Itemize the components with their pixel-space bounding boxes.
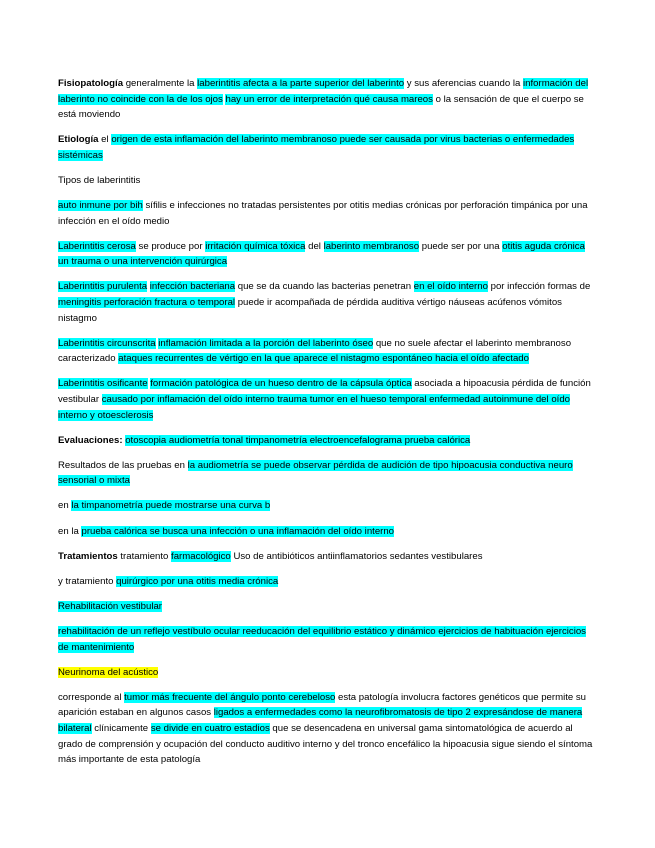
highlighted-text: información del laberinto no coincide con la de los ojos [58, 78, 589, 105]
text-run: que se da cuando las bacterias penetran [235, 281, 414, 293]
bold-heading: Etiología [58, 134, 99, 146]
paragraph [58, 498, 598, 514]
highlighted-text: inflamación limitada a la porción del laberinto óseo [158, 337, 374, 349]
text-run: corresponde al [58, 691, 125, 703]
paragraph [58, 624, 598, 655]
paragraph [58, 173, 598, 189]
text-run: y tratamiento [58, 575, 117, 587]
highlighted-text: farmacológico [171, 550, 231, 562]
highlighted-text: prueba calórica se busca una infección o una inflamación del oído interno [81, 525, 395, 537]
text-run: y sus aferencias cuando la [404, 78, 524, 89]
text-run: Tipos de laberintitis [58, 174, 141, 186]
highlighted-text: rehabilitación de un reflejo vestíbulo ocular reeducación del equilibrio estático y dinámico ejercicios de habituación ejercicios de mantenimiento [58, 625, 586, 653]
highlighted-text: origen de esta inflamación del laberinto membranoso puede ser causada por virus bacterias o enfermedades sistémicas [58, 134, 575, 161]
text-run: o la sensación de que el cuerpo se está moviendo [58, 93, 584, 121]
paragraph [58, 433, 598, 449]
text-run: asociada a hipoacusia pérdida de función vestibular [58, 378, 591, 405]
bold-heading: Tratamientos [58, 550, 118, 562]
paragraph [58, 574, 598, 590]
highlighted-text: Rehabilitación vestibular [58, 600, 162, 612]
text-run: puede ir acompañada de pérdida auditiva vértigo náuseas acúfenos vómitos nistagmo [58, 297, 562, 324]
yellow-highlighted-heading: Neurinoma del acústico [58, 666, 159, 678]
highlighted-text: en el oído interno [413, 281, 488, 293]
text-run: puede ser por una [419, 240, 503, 252]
highlighted-text: Laberintitis cerosa [58, 240, 136, 252]
highlighted-text: Laberintitis purulenta [58, 281, 148, 293]
paragraph [58, 198, 598, 229]
highlighted-text: Laberintitis osificante [58, 378, 148, 390]
paragraph [58, 549, 598, 565]
highlighted-text: infección bacteriana [149, 281, 236, 293]
text-run: se produce por [135, 240, 206, 252]
text-run: Uso de antibióticos antiinflamatorios sedantes vestibulares [230, 550, 483, 562]
highlighted-text: irritación química tóxica [205, 240, 306, 252]
highlighted-text: otitis aguda crónica un trauma o una intervención quirúrgica [58, 240, 585, 268]
highlighted-text: la timpanometría puede mostrarse una curva b [71, 500, 271, 512]
highlighted-text: Laberintitis circunscrita [58, 337, 156, 349]
text-run: tratamiento [117, 550, 172, 562]
text-run: clínicamente [91, 722, 151, 734]
bold-heading: Evaluaciones: [58, 434, 123, 446]
paragraph [58, 336, 598, 367]
paragraph [58, 76, 598, 123]
bold-heading: Fisiopatología [58, 78, 124, 89]
text-run: Resultados de las pruebas en [58, 459, 188, 471]
text-run: en [58, 500, 72, 512]
highlighted-text: ataques recurrentes de vértigo en la que aparece el nistagmo espontáneo hacia el oído afectado [118, 353, 529, 365]
highlighted-text: causado por inflamación del oído interno trauma tumor en el hueso temporal enfermedad autoinmune del oído interno y otoesclerosis [58, 394, 570, 421]
text-run: generalmente la [123, 78, 198, 89]
text-run: sífilis e infecciones no tratadas persistentes por otitis medias crónicas por perforación timpánica por una infección en el oído medio [58, 200, 588, 227]
paragraph [58, 279, 598, 326]
text-run: del [305, 240, 324, 252]
highlighted-text: otoscopia audiometría tonal timpanometría electroencefalograma prueba calórica [125, 434, 471, 446]
highlighted-text: formación patológica de un hueso dentro de la cápsula óptica [150, 378, 412, 390]
paragraph [58, 458, 598, 489]
text-run: que se desencadena en universal gama sintomatológica de acuerdo al grado de comprensión y ocupación del conducto auditivo interno y del tronco encefálico la hipoacusia sigue siendo el síntoma más importante de esta patología [58, 722, 593, 766]
highlighted-text: ligados a enfermedades como la neurofibromatosis de tipo 2 expresándose de manera bilateral [58, 707, 583, 734]
paragraph [58, 132, 598, 163]
text-run: que no suele afectar el laberinto membranoso caracterizado [58, 337, 572, 365]
highlighted-text: tumor más frecuente del ángulo ponto cerebeloso [124, 691, 336, 703]
highlighted-text: quirúrgico por una otitis media crónica [116, 575, 279, 587]
paragraph [58, 665, 598, 681]
highlighted-text: la audiometría se puede observar pérdida de audición de tipo hipoacusia conductiva neuro sensorial o mixta [58, 459, 573, 487]
paragraph [58, 239, 598, 270]
paragraph [58, 599, 598, 615]
text-run: el [98, 134, 112, 146]
text-run: en la [58, 525, 82, 537]
text-run: por infección formas de [487, 281, 591, 293]
paragraph [58, 524, 598, 540]
highlighted-text: meningitis perforación fractura o temporal [58, 297, 236, 309]
highlighted-text: hay un error de interpretación qué causa mareos [225, 93, 433, 105]
highlighted-text: laberintitis afecta a la parte superior del laberinto [197, 78, 405, 89]
paragraph [58, 690, 598, 768]
highlighted-text: laberinto membranoso [323, 240, 420, 252]
highlighted-text: auto inmune por bih [58, 200, 143, 212]
text-run: esta patología involucra factores genéticos que permite su aparición estaban en algunos casos [58, 691, 586, 719]
document-body [58, 76, 598, 777]
highlighted-text: se divide en cuatro estadios [150, 722, 270, 734]
paragraph [58, 376, 598, 423]
